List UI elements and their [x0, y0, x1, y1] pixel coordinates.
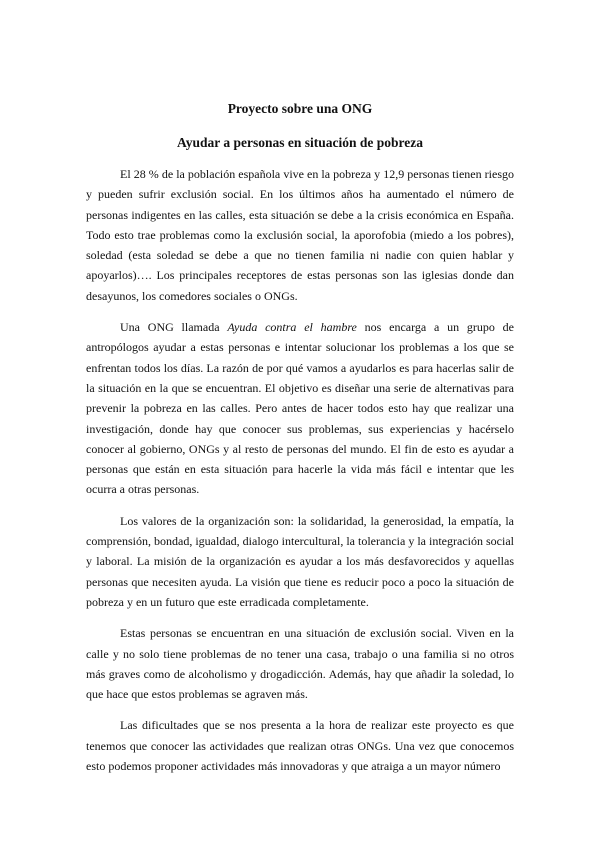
paragraph-4: Estas personas se encuentran en una situación de exclusión social. Viven en la calle y no solo tiene problemas de no tener una casa, trabajo o una familia si no otros más graves como de alcoholismo y drogadicción. Además, hay que añadir la soledad, lo que hace que estos problemas se agraven más.: [86, 626, 514, 702]
paragraph-3: Los valores de la organización son: la solidaridad, la generosidad, la empatía, la comprensión, bondad, igualdad, dialogo intercultural, la tolerancia y la integración social y laboral. La misión de la organización es ayudar a los más desfavorecidos y aquellas personas que necesiten ayuda. La visión que tiene es reducir poco a poco la situación de pobreza y en un futuro que este erradicada completamente.: [86, 513, 514, 609]
paragraph-2-intro: Una ONG llamada: [120, 320, 228, 335]
paragraph-2-body: nos encarga a un grupo de antropólogos ayudar a estas personas e intentar solucionar los problemas a los que se enfrentan todos los días. La razón de por qué vamos a ayudarlos es para hacerlas salir de la situación en la que se encuentran. El objetivo es diseñar una serie de alternativas para prevenir la pobreza en las calles. Pero antes de hacer todos esto hay que realizar una investigación, donde hay que conocer sus problemas, sus experiencias y hacérselo conocer al gobierno, ONGs y al resto de personas del mundo. El fin de esto es ayudar a personas que están en esta situación para hacerle la vida más fácil e intentar que les ocurra a otras personas.: [86, 320, 514, 497]
paragraph-5: Las dificultades que se nos presenta a la hora de realizar este proyecto es que tenemos que conocer las actividades que realizan otras ONGs. Una vez que conocemos esto podemos proponer actividades más innovadoras y que atraiga a un mayor número: [86, 718, 514, 774]
ong-name: Ayuda contra el hambre: [227, 320, 357, 335]
document-subtitle: Ayudar a personas en situación de pobreza: [176, 135, 424, 150]
document-title: Proyecto sobre una ONG: [227, 101, 373, 116]
paragraph-1: El 28 % de la población española vive en la pobreza y 12,9 personas tienen riesgo y pueden sufrir exclusión social. En los últimos años ha aumentado el número de personas indigentes en las calles, esta situación se debe a la crisis económica en España. Todo esto trae problemas como la exclusión social, la aporofobia (miedo a los pobres), soledad (esta soledad se debe a que no tienen familia ni nadie con quien hablar y apoyarlos)…. Los principales receptores de estas personas son las iglesias donde dan desayunos, los comedores sociales o ONGs.: [86, 167, 514, 303]
paragraph-2: [86, 317, 514, 500]
